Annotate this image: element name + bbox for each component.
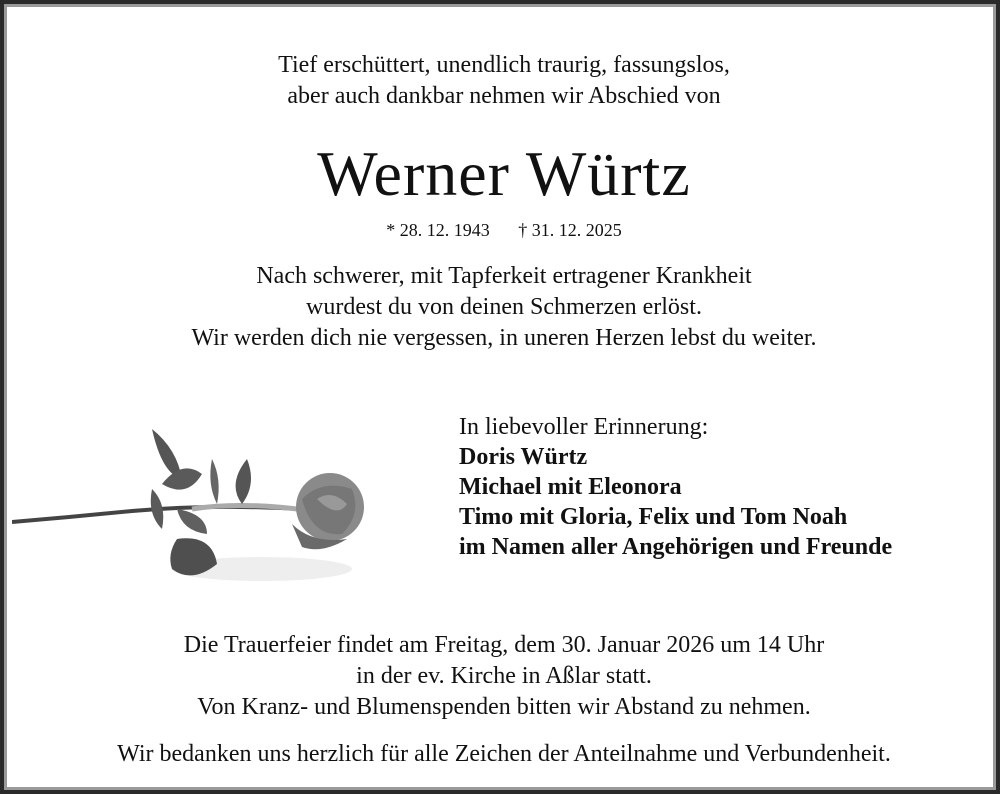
intro-text — [4, 50, 1000, 112]
death-date: † 31. 12. 2025 — [518, 220, 622, 240]
mourner-name: Doris Würtz — [459, 444, 588, 470]
intro-line: aber auch dankbar nehmen wir Abschied von — [287, 83, 721, 109]
mourner-name: Michael mit Eleonora — [459, 474, 682, 500]
intro-line: Tief erschüttert, unendlich traurig, fassungslos, — [278, 52, 730, 78]
funeral-line: Von Kranz- und Blumenspenden bitten wir Abstand zu nehmen. — [197, 694, 811, 720]
funeral-info — [4, 630, 1000, 723]
mourners-block — [459, 412, 892, 562]
funeral-line: Die Trauerfeier findet am Freitag, dem 30. Januar 2026 um 14 Uhr — [183, 632, 825, 658]
life-dates — [4, 220, 1000, 241]
birth-date: * 28. 12. 1943 — [386, 220, 490, 240]
rose-image — [12, 419, 392, 594]
mourner-name: Timo mit Gloria, Felix und Tom Noah — [459, 504, 848, 530]
thanks-text: Wir bedanken uns herzlich für alle Zeichen der Anteilnahme und Verbundenheit. — [117, 741, 891, 767]
mourners-heading: In liebevoller Erinnerung: — [459, 414, 709, 440]
message-line: Wir werden dich nie vergessen, in uneren Herzen lebst du weiter. — [191, 325, 817, 351]
message-line: wurdest du von deinen Schmerzen erlöst. — [306, 294, 702, 320]
message-text — [4, 261, 1000, 354]
funeral-line: in der ev. Kirche in Aßlar statt. — [356, 663, 652, 689]
deceased-name: Werner Würtz — [317, 138, 691, 209]
message-line: Nach schwerer, mit Tapferkeit ertragener Krankheit — [256, 263, 752, 289]
mourner-name: im Namen aller Angehörigen und Freunde — [459, 534, 893, 560]
